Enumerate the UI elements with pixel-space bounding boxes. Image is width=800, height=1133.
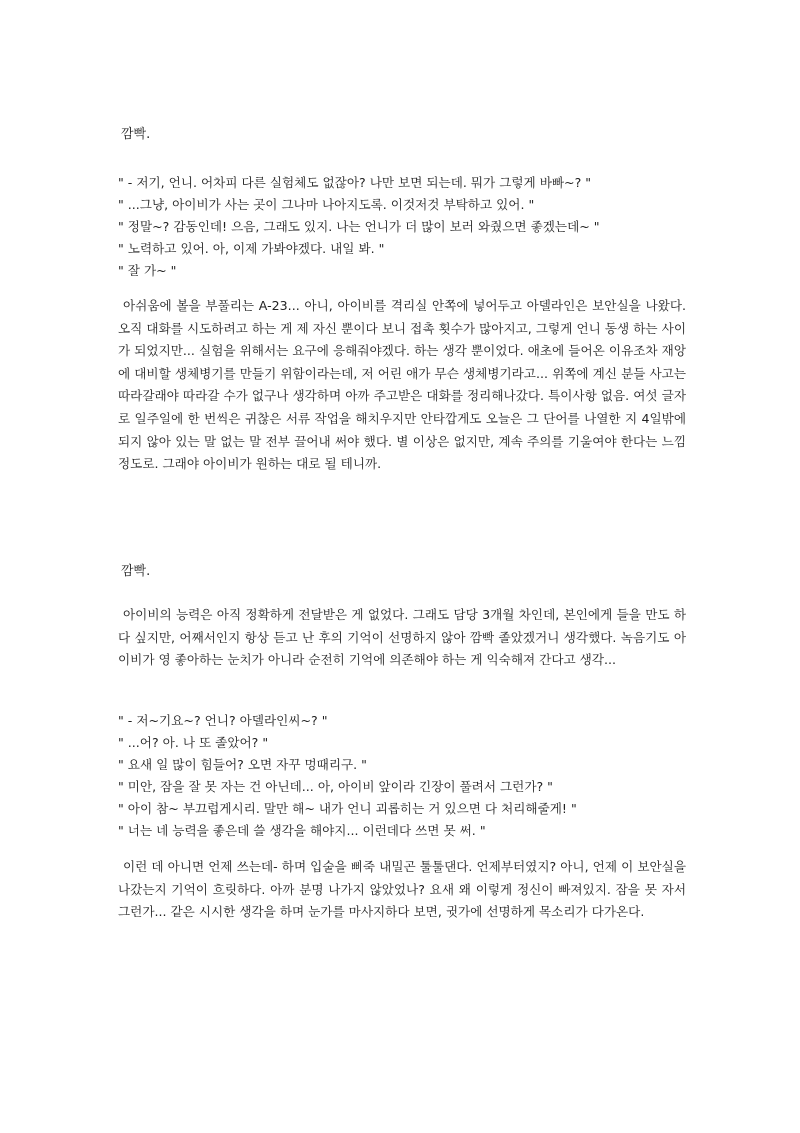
dialogue-line: " - 저기, 언니. 어차피 다른 실험체도 없잖아? 나만 보면 되는데. 뭐가 그렇게 바빠~? " [118,175,592,190]
dialogue-line: " 노력하고 있어. 아, 이제 가봐야겠다. 내일 봐. " [118,241,385,256]
section-heading: 깜빡. [121,564,151,579]
body-paragraph: 아이비의 능력은 아직 정확하게 전달받은 게 없었다. 그래도 담당 3개월 차인데, 본인에게 들을 만도 하다 싶지만, 어째서인지 항상 듣고 난 후의 기억이 선명하지 않아 깜빡 졸았겠거니 생각했다. 녹음기도 아이비가 영 좋아하는 눈치가 아니라 순전히 기억에 의존해야 하는 게 익숙해져 간다고 생각... [118,607,686,668]
body-paragraph: 아쉬움에 볼을 부풀리는 A-23... 아니, 아이비를 격리실 안쪽에 넣어두고 아델라인은 보안실을 나왔다. 오직 대화를 시도하려고 하는 게 제 자신 뿐이다 보니 접촉 횟수가 많아지고, 그렇게 언니 동생 하는 사이가 되었지만... 실험을 위해서는 요구에 응해줘야겠다. 하는 생각 뿐이었다. 애초에 들어온 이유조차 재앙에 대비할 생체병기를 만들기 위함이라는데, 저 어린 애가 무슨 생체병기라고... 위쪽에 계신 분들 사고는 따라갈래야 따라갈 수가 없구나 생각하며 아까 주고받은 대화를 정리해나갔다. 특이사항 없음. 여섯 글자로 일주일에 한 번씩은 귀찮은 서류 작업을 해치우지만 안타깝게도 오늘은 그 단어를 나열한 지 4일밖에 되지 않아 있는 말 없는 말 전부 끌어내 써야 했다. 별 이상은 없지만, 계속 주의를 기울여야 한다는 느낌 정도로. 그래야 아이비가 원하는 대로 될 테니까. [118,298,686,472]
dialogue-line: " 잘 가~ " [118,263,177,278]
dialogue-line: " 아이 참~ 부끄럽게시리. 말만 해~ 내가 언니 괴롭히는 거 있으면 다 처리해줄게! " [118,801,577,816]
dialogue-line: " 정말~? 감동인데! 으음, 그래도 있지. 나는 언니가 더 많이 보러 와줬으면 좋겠는데~ " [118,219,600,234]
section-heading: 깜빡. [121,127,151,142]
dialogue-line: " ...어? 아. 나 또 졸았어? " [118,735,269,750]
dialogue-line: " - 저~기요~? 언니? 아델라인씨~? " [118,713,328,728]
dialogue-line: " 요새 일 많이 힘들어? 오면 자꾸 멍때리구. " [118,757,367,772]
dialogue-line: " 미안, 잠을 잘 못 자는 건 아닌데... 아, 아이비 앞이라 긴장이 풀려서 그런가? " [118,779,553,794]
dialogue-line: " ...그냥, 아이비가 사는 곳이 그나마 나아지도록. 이것저것 부탁하고 있어. " [118,197,535,212]
body-paragraph: 이런 데 아니면 언제 쓰는데- 하며 입술을 삐죽 내밀곤 툴툴댄다. 언제부터였지? 아니, 언제 이 보안실을 나갔는지 기억이 흐릿하다. 아까 분명 나가지 않았었나? 요새 왜 이렇게 정신이 빠져있지. 잠을 못 자서 그런가... 같은 시시한 생각을 하며 눈가를 마사지하다 보면, 귓가에 선명하게 목소리가 다가온다. [118,859,686,920]
dialogue-line: " 너는 네 능력을 좋은데 쓸 생각을 해야지... 이런데다 쓰면 못 써. " [118,823,486,838]
